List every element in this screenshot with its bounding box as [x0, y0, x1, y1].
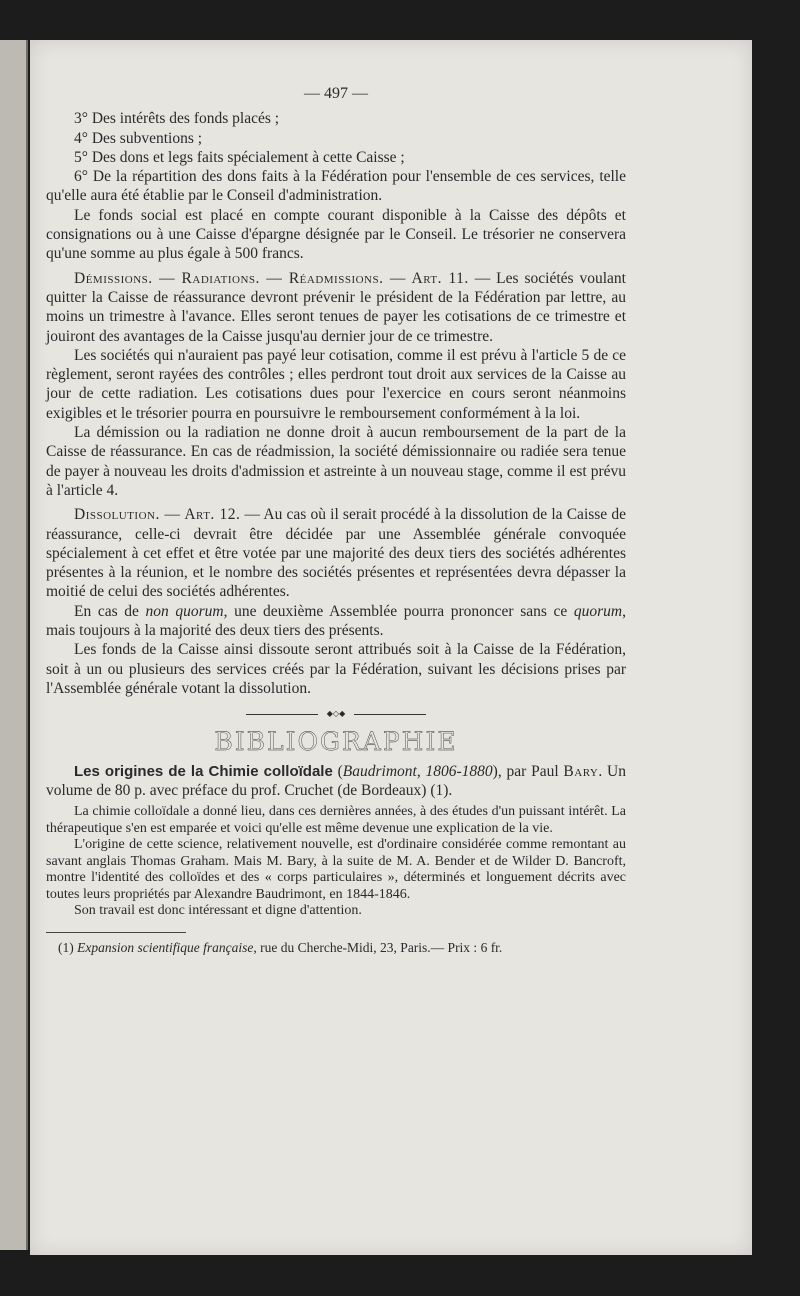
facing-page-edge [0, 40, 28, 1250]
book-description: . Un volume de 80 p. avec préface du prof. Cruchet (de Bordeaux) (1). [46, 762, 626, 799]
text-run: En cas de [74, 602, 146, 620]
paragraph-fonds-social: Le fonds social est placé en compte courant disponible à la Caisse des dépôts et consignations ou à une Caisse d'épargne désignée par le Conseil. Le trésorier ne conservera qu'une somme au plus égale à 500 francs. [46, 206, 626, 263]
book-entry: Les origines de la Chimie colloïdale (Baudrimont, 1806-1880), par Paul Bary. Un volume de 80 p. avec préface du prof. Cruchet (de Bordeaux) (1). [46, 762, 626, 799]
article-12-text: — Au cas où il serait procédé à la dissolution de la Caisse de réassurance, celle-ci devrait être décidée par une Assemblée générale convoquée spécialement à cet effet et être votée par une majorité des deux tiers des sociétés adhérentes présentes à la réunion, et le nombre des sociétés présentes et représentées devra dépasser la moitié de celui des sociétés adhérentes. [46, 506, 626, 601]
page-number: — 497 — [304, 85, 368, 102]
list-item: 6° De la répartition des dons faits à la Fédération pour l'ensemble de ces services, telle qu'elle aura été établie par le Conseil d'administration. [46, 168, 626, 205]
article-11 [46, 269, 626, 346]
footnote-text: , rue du Cherche-Midi, 23, Paris.— Prix : 6 fr. [253, 939, 503, 955]
page-content [46, 84, 626, 956]
footnote-rule [46, 932, 186, 933]
article-12-paragraph: Les fonds de la Caisse ainsi dissoute seront attribués soit à la Caisse de la Fédération, soit à un ou plusieurs des services créés par la Fédération, suivant les décisions prises par l'Assemblée générale votant la dissolution. [46, 641, 626, 697]
footnote-marker: (1) [58, 939, 78, 955]
list-item: 5° Des dons et legs faits spécialement à cette Caisse ; [74, 148, 405, 166]
italic-run: non quorum [145, 602, 224, 620]
book-subtitle: Baudrimont, 1806-1880 [342, 762, 493, 780]
book-author: Bary [563, 762, 599, 780]
list-item: 4° Des subventions ; [74, 129, 203, 147]
text-run: , une deuxième Assemblée pourra prononcer sans ce [223, 602, 574, 620]
book-title: Les origines de la Chimie colloïdale [74, 762, 333, 780]
italic-run: quorum [573, 602, 623, 620]
article-11-text: — Les sociétés voulant quitter la Caisse de réassurance devront prévenir le président de la Fédération par lettre, au moins un trimestre à l'avance. Elles seront tenues de payer les cotisations de ce trimestre et jouiront des avantages de la Caisse jusqu'au dernier jour de ce trimestre. [46, 269, 626, 345]
bibliography-title: BIBLIOGRAPHIE [214, 727, 458, 757]
text-run: , par Paul [497, 762, 564, 780]
text-run: , mais toujours à la majorité des deux tiers des présents. [46, 602, 626, 640]
section-ornament: ◆◇◆ [246, 710, 426, 718]
review-paragraph: Son travail est donc intéressant et digne d'attention. [74, 903, 362, 919]
list-item: 3° Des intérêts des fonds placés ; [74, 110, 280, 128]
article-11-heading: Démissions. — Radiations. — Réadmissions. — Art. 11. [74, 269, 469, 287]
footnote [46, 939, 626, 956]
article-12-paragraph [46, 602, 626, 641]
article-11-paragraph: La démission ou la radiation ne donne droit à aucun remboursement de la part de la Caisse de réassurance. En cas de réadmission, la société démissionnaire ou radiée sera tenue de payer à nouveau les droits d'admission et astreinte à un nouveau stage, comme il est prévu à l'article 4. [46, 424, 626, 499]
footnote-journal: Expansion scientifique française [77, 939, 254, 955]
article-11-paragraph: Les sociétés qui n'auraient pas payé leur cotisation, comme il est prévu à l'article 5 de ce règlement, seront rayées des contrôles ; elles perdront tout droit aux services de la Caisse au jour de cette radiation. Les cotisations dues pour l'exercice en cours seront néanmoins exigibles et le trésorier pourra en poursuivre le remboursement conformément à la loi. [46, 346, 626, 422]
article-12 [46, 505, 626, 601]
review-paragraph: L'origine de cette science, relativement nouvelle, est d'ordinaire considérée comme remontant au savant anglais Thomas Graham. Mais M. Bary, à la suite de M. A. Bender et de Wilder D. Bancroft, montre l'identité des colloïdes et des « corps particulaires », déterminés et longuement décrits avec toutes leurs propriétés par Alexandre Baudrimont, en 1844-1846. [46, 837, 626, 902]
article-12-heading: Dissolution. — Art. 12. [74, 506, 241, 524]
review-paragraph: La chimie colloïdale a donné lieu, dans ces dernières années, à des études d'un puissant intérêt. La thérapeutique s'en est emparée et voici qu'elle est même devenue une explication de la vie. [46, 804, 626, 836]
